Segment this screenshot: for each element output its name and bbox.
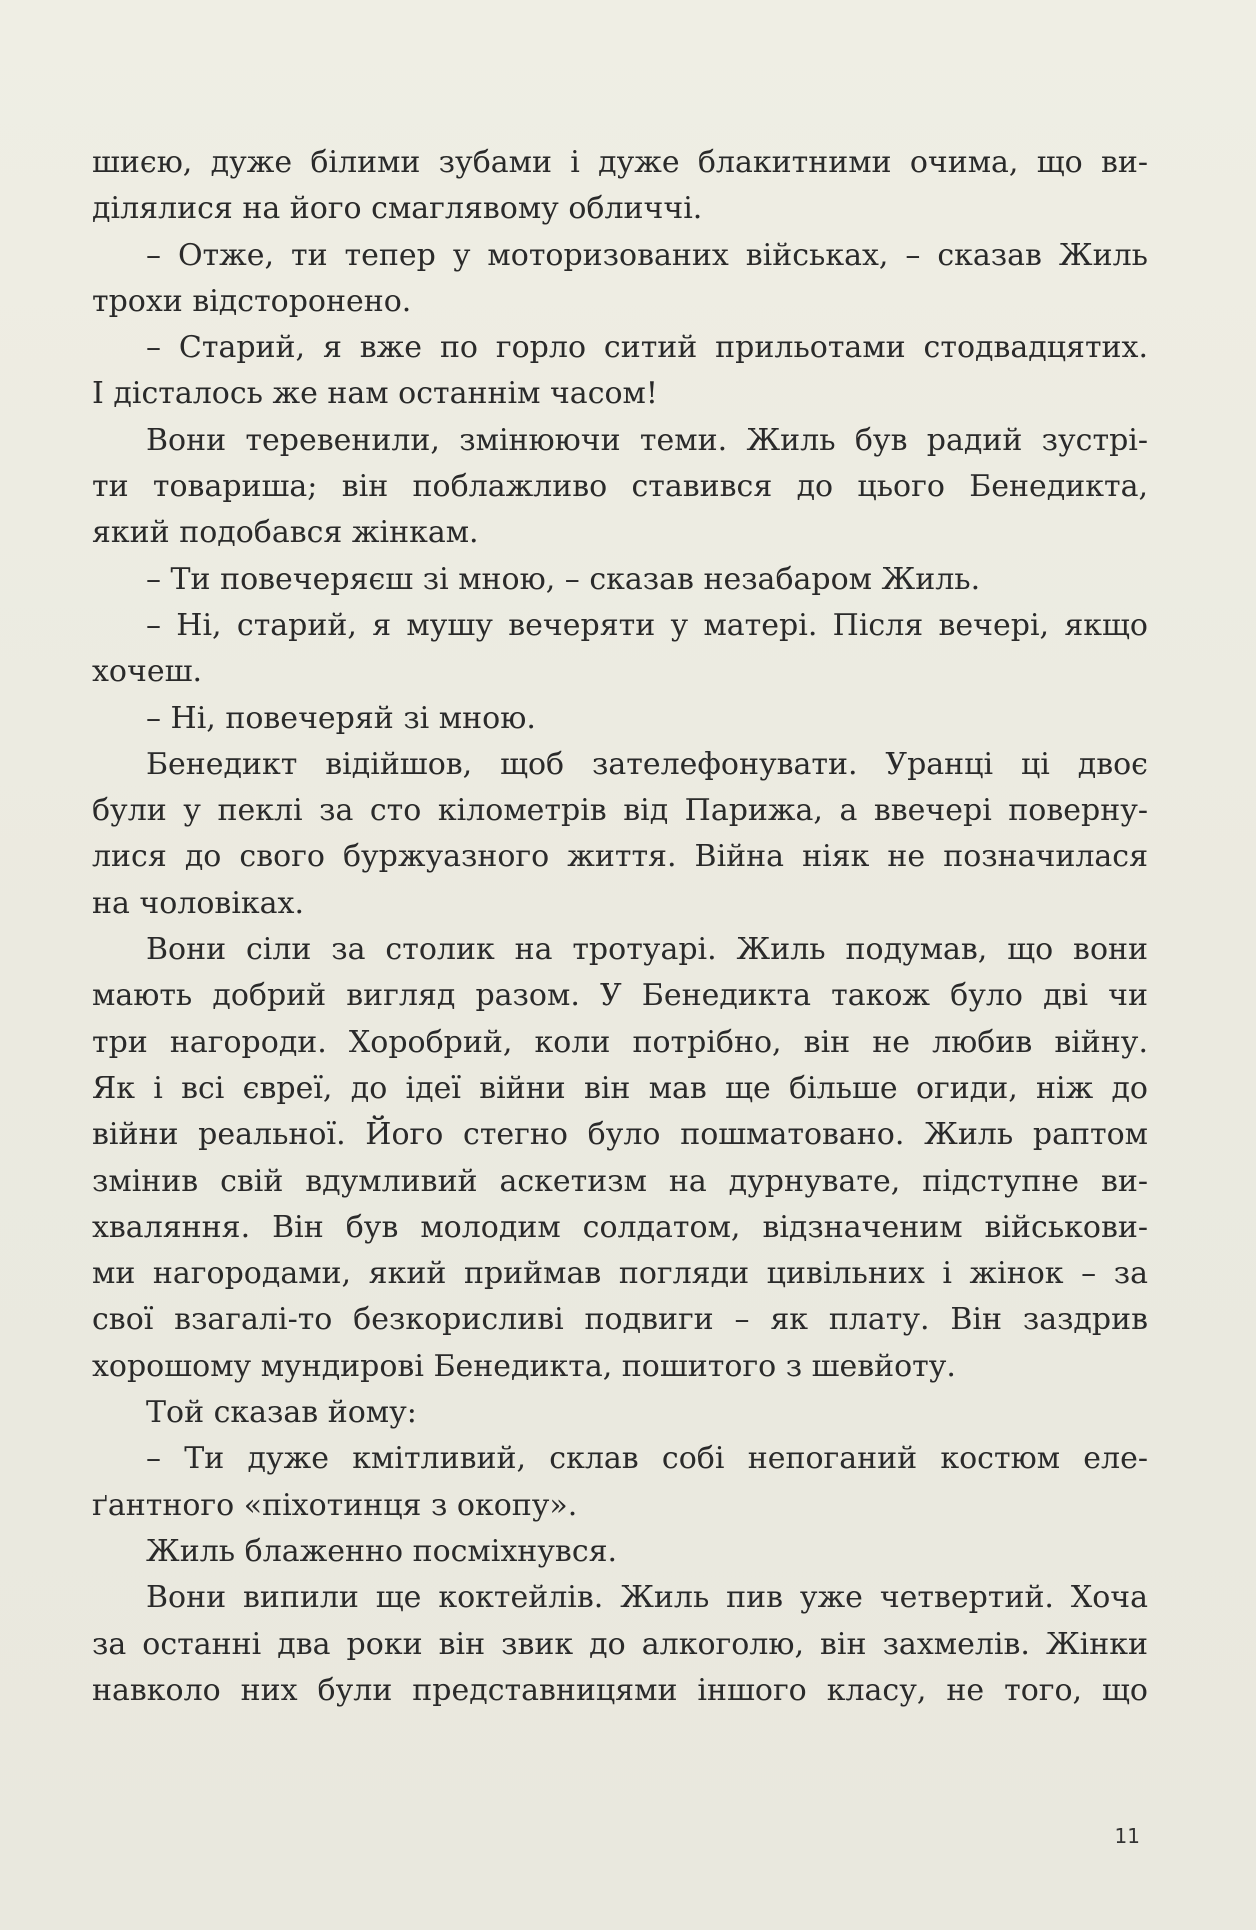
text-line: змінив свій вдумливий аскетизм на дурнувате, підступне ви-	[92, 1163, 1148, 1199]
text-line: І дісталось же нам останнім часом!	[92, 376, 658, 412]
text-line: на чоловіках.	[92, 885, 305, 921]
text-line: три нагороди. Хоробрий, коли потрібно, він не любив війну.	[92, 1024, 1148, 1060]
text-line: ти товариша; він поблажливо ставився до цього Бенедикта,	[92, 469, 1148, 505]
text-line: за останні два роки він звик до алкоголю, він захмелів. Жінки	[92, 1626, 1148, 1662]
text-line: шиєю, дуже білими зубами і дуже блакитними очима, що ви-	[92, 145, 1148, 180]
text-line: – Отже, ти тепер у моторизованих військах, – сказав Жиль	[146, 237, 1148, 273]
text-line: хорошому мундирові Бенедикта, пошитого з шевйоту.	[92, 1348, 956, 1384]
page-number: 11	[1114, 1824, 1140, 1848]
text-line: ми нагородами, який приймав погляди цивільних і жінок – за	[92, 1256, 1148, 1292]
text-line: Вони сіли за столик на тротуарі. Жиль подумав, що вони	[146, 932, 1148, 968]
text-line: – Ні, повечеряй зі мною.	[146, 700, 536, 736]
text-line: навколо них були представницями іншого класу, не того, що	[92, 1672, 1148, 1708]
text-line: – Ні, старий, я мушу вечеряти у матері. Після вечері, якщо	[146, 607, 1148, 643]
text-line: свої взагалі-то безкорисливі подвиги – як плату. Він заздрив	[92, 1302, 1148, 1338]
text-line: – Ти дуже кмітливий, склав собі непоганий костюм еле-	[146, 1441, 1148, 1477]
text-line: мають добрий вигляд разом. У Бенедикта також було дві чи	[92, 978, 1148, 1014]
text-line: були у пеклі за сто кілометрів від Парижа, а ввечері поверну-	[92, 793, 1148, 829]
text-line: війни реальної. Його стегно було пошматовано. Жиль раптом	[92, 1117, 1148, 1153]
text-line: – Старий, я вже по горло ситий прильотами стодвадцятих.	[146, 330, 1148, 366]
text-line: який подобався жінкам.	[92, 515, 479, 551]
text-line: ґантного «піхотинця з окопу».	[92, 1487, 578, 1523]
text-line: Вони теревенили, змінюючи теми. Жиль був радий зустрі-	[146, 422, 1148, 458]
text-line: – Ти повечеряєш зі мною, – сказав незабаром Жиль.	[146, 561, 981, 597]
text-line: Той сказав йому:	[146, 1395, 417, 1431]
text-line: хочеш.	[92, 654, 202, 690]
text-line: Жиль блаженно посміхнувся.	[146, 1533, 618, 1569]
text-line: трохи відсторонено.	[92, 283, 412, 319]
body-text	[92, 140, 1148, 1714]
text-line: Вони випили ще коктейлів. Жиль пив уже четвертий. Хоча	[146, 1580, 1148, 1616]
text-line: лися до свого буржуазного життя. Війна ніяк не позначилася	[92, 839, 1148, 875]
text-line: Як і всі євреї, до ідеї війни він мав ще більше огиди, ніж до	[92, 1070, 1148, 1106]
text-line: хваляння. Він був молодим солдатом, відзначеним військови-	[92, 1209, 1148, 1245]
text-line: Бенедикт відійшов, щоб зателефонувати. Уранці ці двоє	[146, 746, 1148, 782]
text-line: ділялися на його смаглявому обличчі.	[92, 191, 703, 227]
